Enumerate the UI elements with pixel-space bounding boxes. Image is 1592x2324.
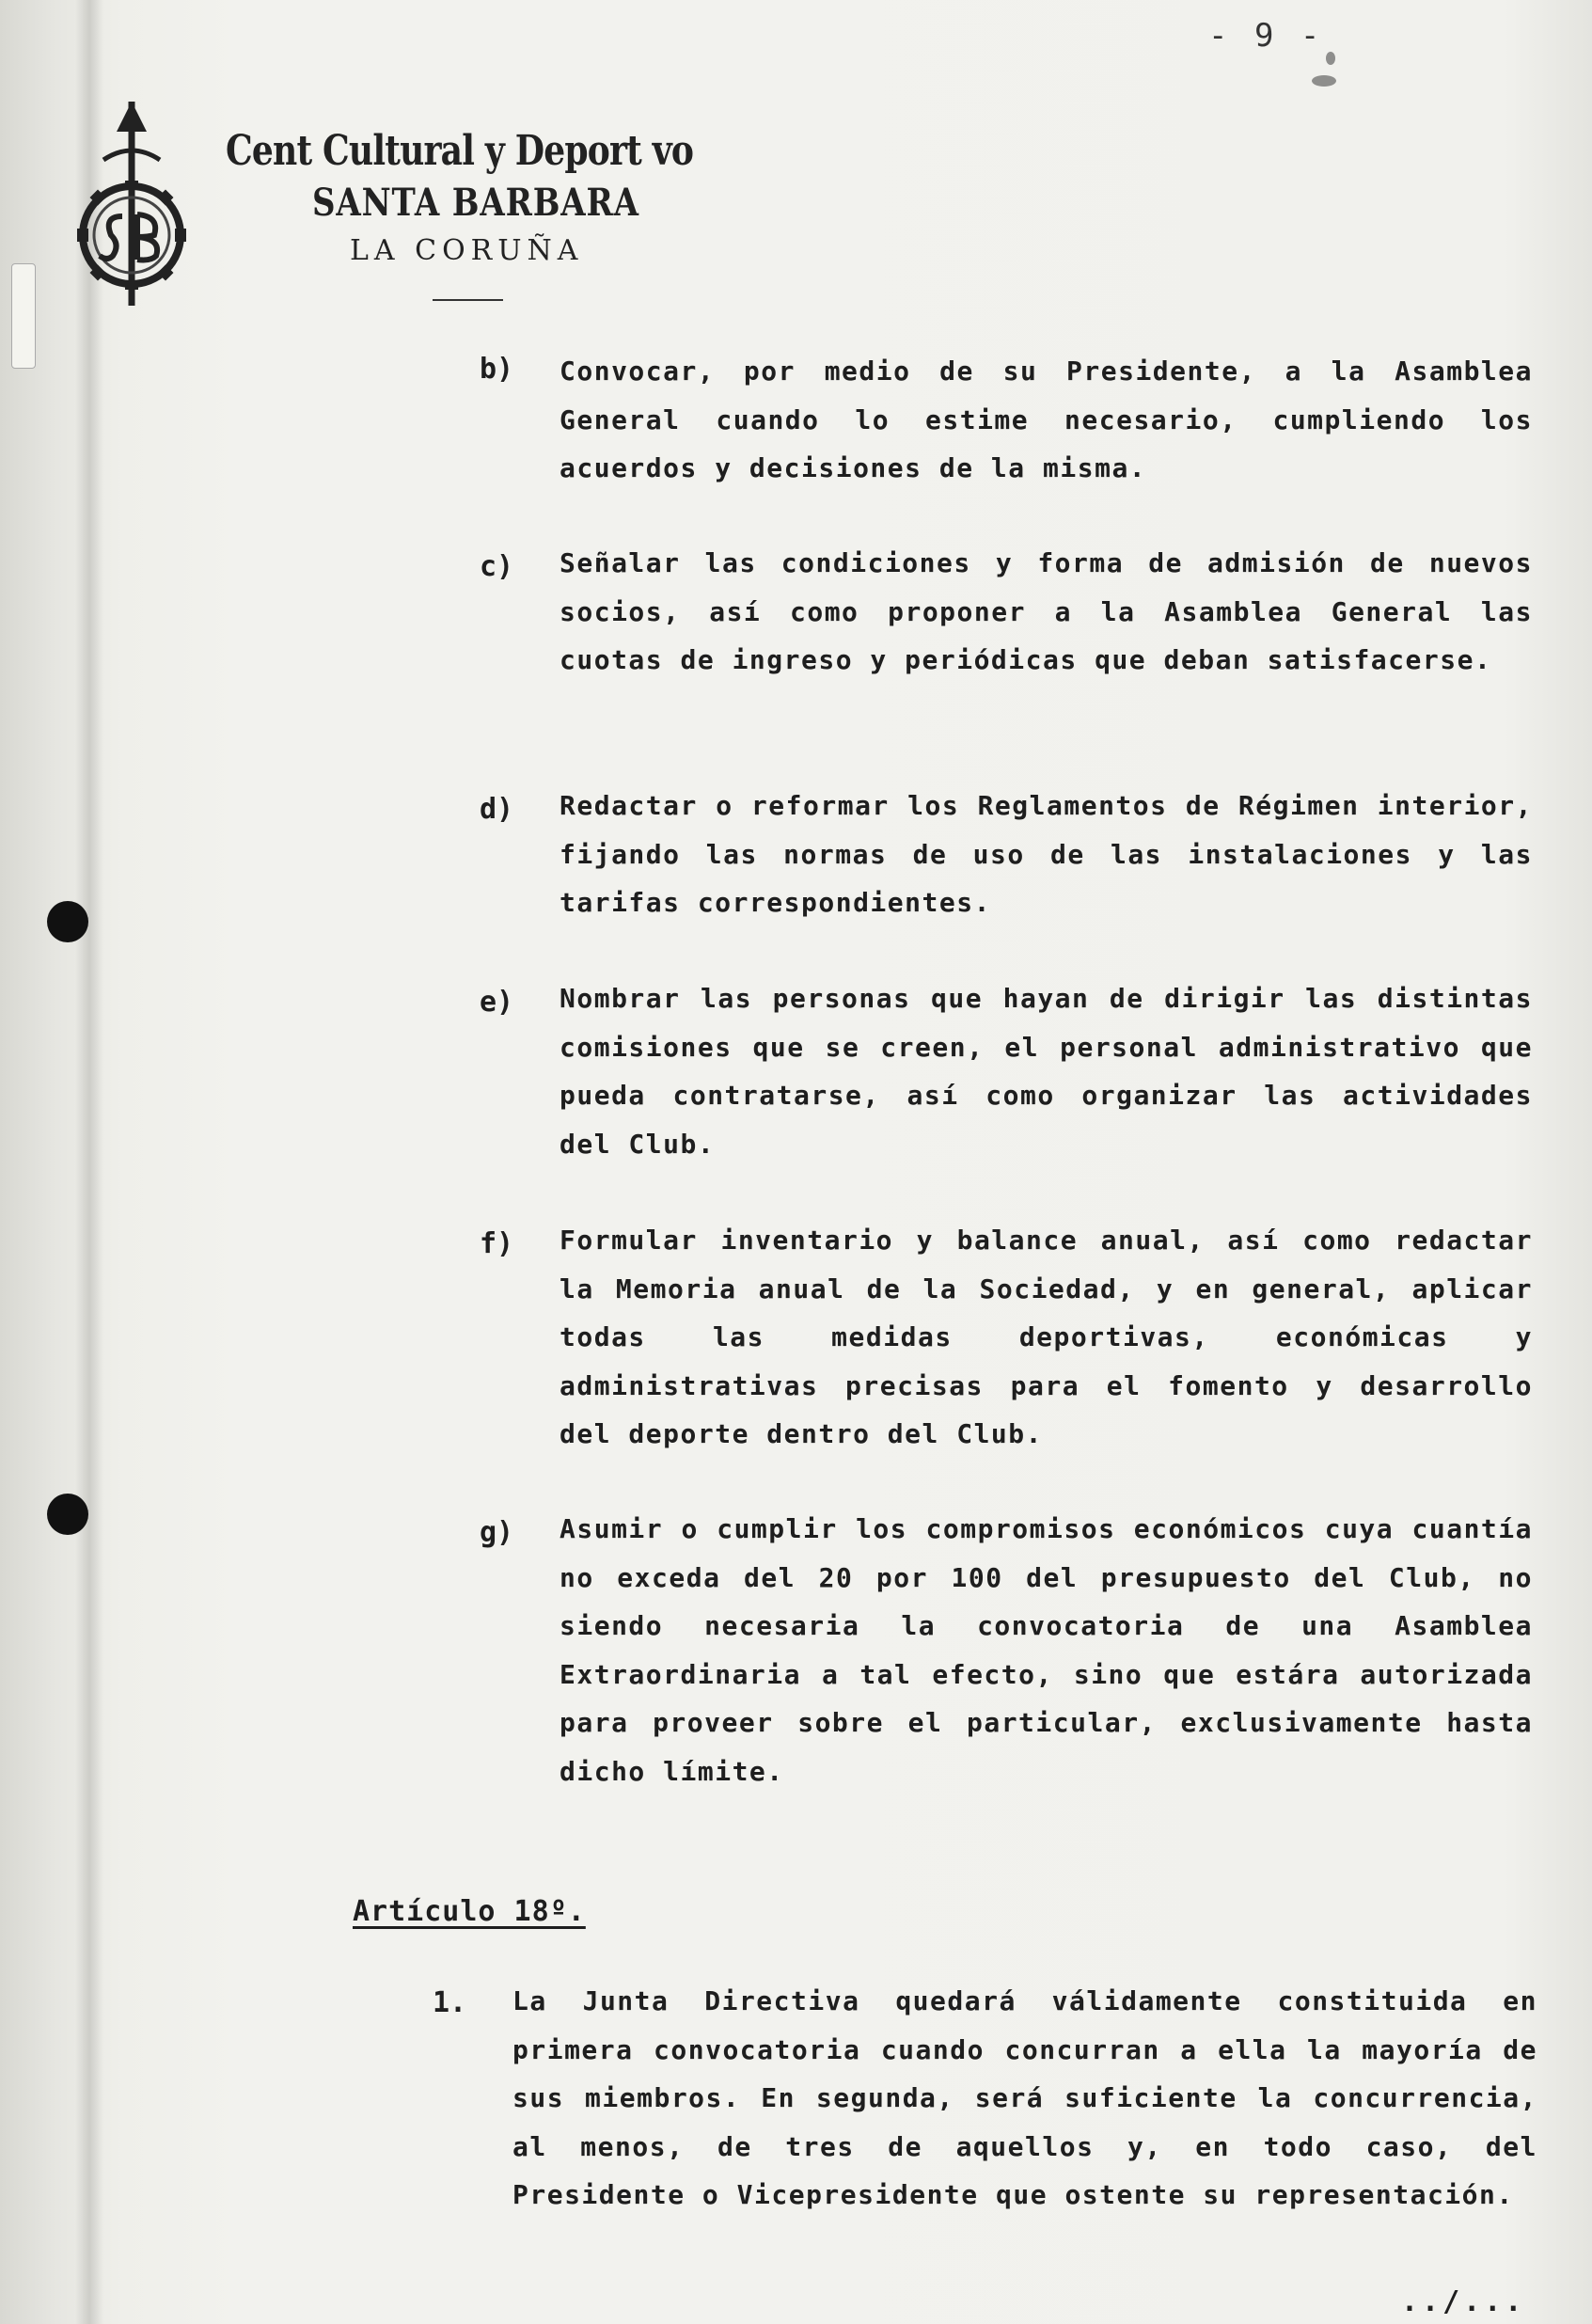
letterhead-club-name: SANTA BARBARA: [312, 181, 639, 225]
letterhead-rule: [433, 299, 503, 301]
article-heading: Artículo 18º.: [353, 1895, 586, 1928]
binder-hole: [47, 901, 88, 942]
list-item-label: f): [480, 1227, 514, 1260]
list-item-label: d): [480, 793, 514, 826]
continuation-mark: ../...: [1401, 2285, 1526, 2318]
page-number: - 9 -: [1208, 17, 1324, 55]
ink-smudge: [1326, 52, 1335, 65]
letterhead-club-type: Cent Cultural y Deport vo: [226, 127, 694, 175]
list-item-label: b): [480, 353, 514, 386]
club-emblem-icon: [75, 94, 193, 315]
letterhead: [226, 127, 733, 267]
letterhead-city: LA CORUÑA: [350, 234, 584, 267]
list-item-label: c): [480, 550, 514, 583]
list-item-text: Asumir o cumplir los compromisos económicos cuya cuantía no exceda del 20 por 100 del presupuesto del Club, no siendo necesaria la convocatoria de una Asamblea Extraordinaria a tal efecto, sino que estára autorizada para proveer sobre el particular, exclusivamente hasta dicho límite.: [560, 1513, 1533, 1787]
scan-shadow: [75, 0, 103, 2324]
list-item-label: e): [480, 986, 514, 1019]
paragraph-text: La Junta Directiva quedará válidamente constituida en primera convocatoria cuando concurran a ella la mayoría de sus miembros. En segunda, será suficiente la concurrencia, al menos, de tres de aquellos y, en todo caso, del Presidente o Vicepresidente que ostente su representación.: [512, 1985, 1537, 2210]
ink-smudge: [1312, 75, 1336, 87]
binder-hole: [47, 1494, 88, 1535]
list-item-text: Convocar, por medio de su Presidente, a la Asamblea General cuando lo estime necesario, cumpliendo los acuerdos y decisiones de la misma.: [560, 356, 1533, 483]
list-item-text: Redactar o reformar los Reglamentos de Régimen interior, fijando las normas de uso de las instalaciones y las tarifas correspondientes.: [560, 790, 1533, 918]
list-item-label: g): [480, 1516, 514, 1549]
list-item-text: Formular inventario y balance anual, así como redactar la Memoria anual de la Sociedad, y en general, aplicar todas las medidas deportivas, económicas y administrativas precisas para el fomento y desarrollo del deporte dentro del Club.: [560, 1225, 1533, 1449]
paper-tab: [11, 263, 36, 369]
list-item-text: Nombrar las personas que hayan de dirigir las distintas comisiones que se creen, el personal administrativo que pueda contratarse, así como organizar las actividades del Club.: [560, 983, 1533, 1160]
list-item-text: Señalar las condiciones y forma de admisión de nuevos socios, así como proponer a la Asamblea General las cuotas de ingreso y periódicas que deban satisfacerse.: [560, 547, 1533, 675]
paragraph-number: 1.: [433, 1986, 467, 2019]
